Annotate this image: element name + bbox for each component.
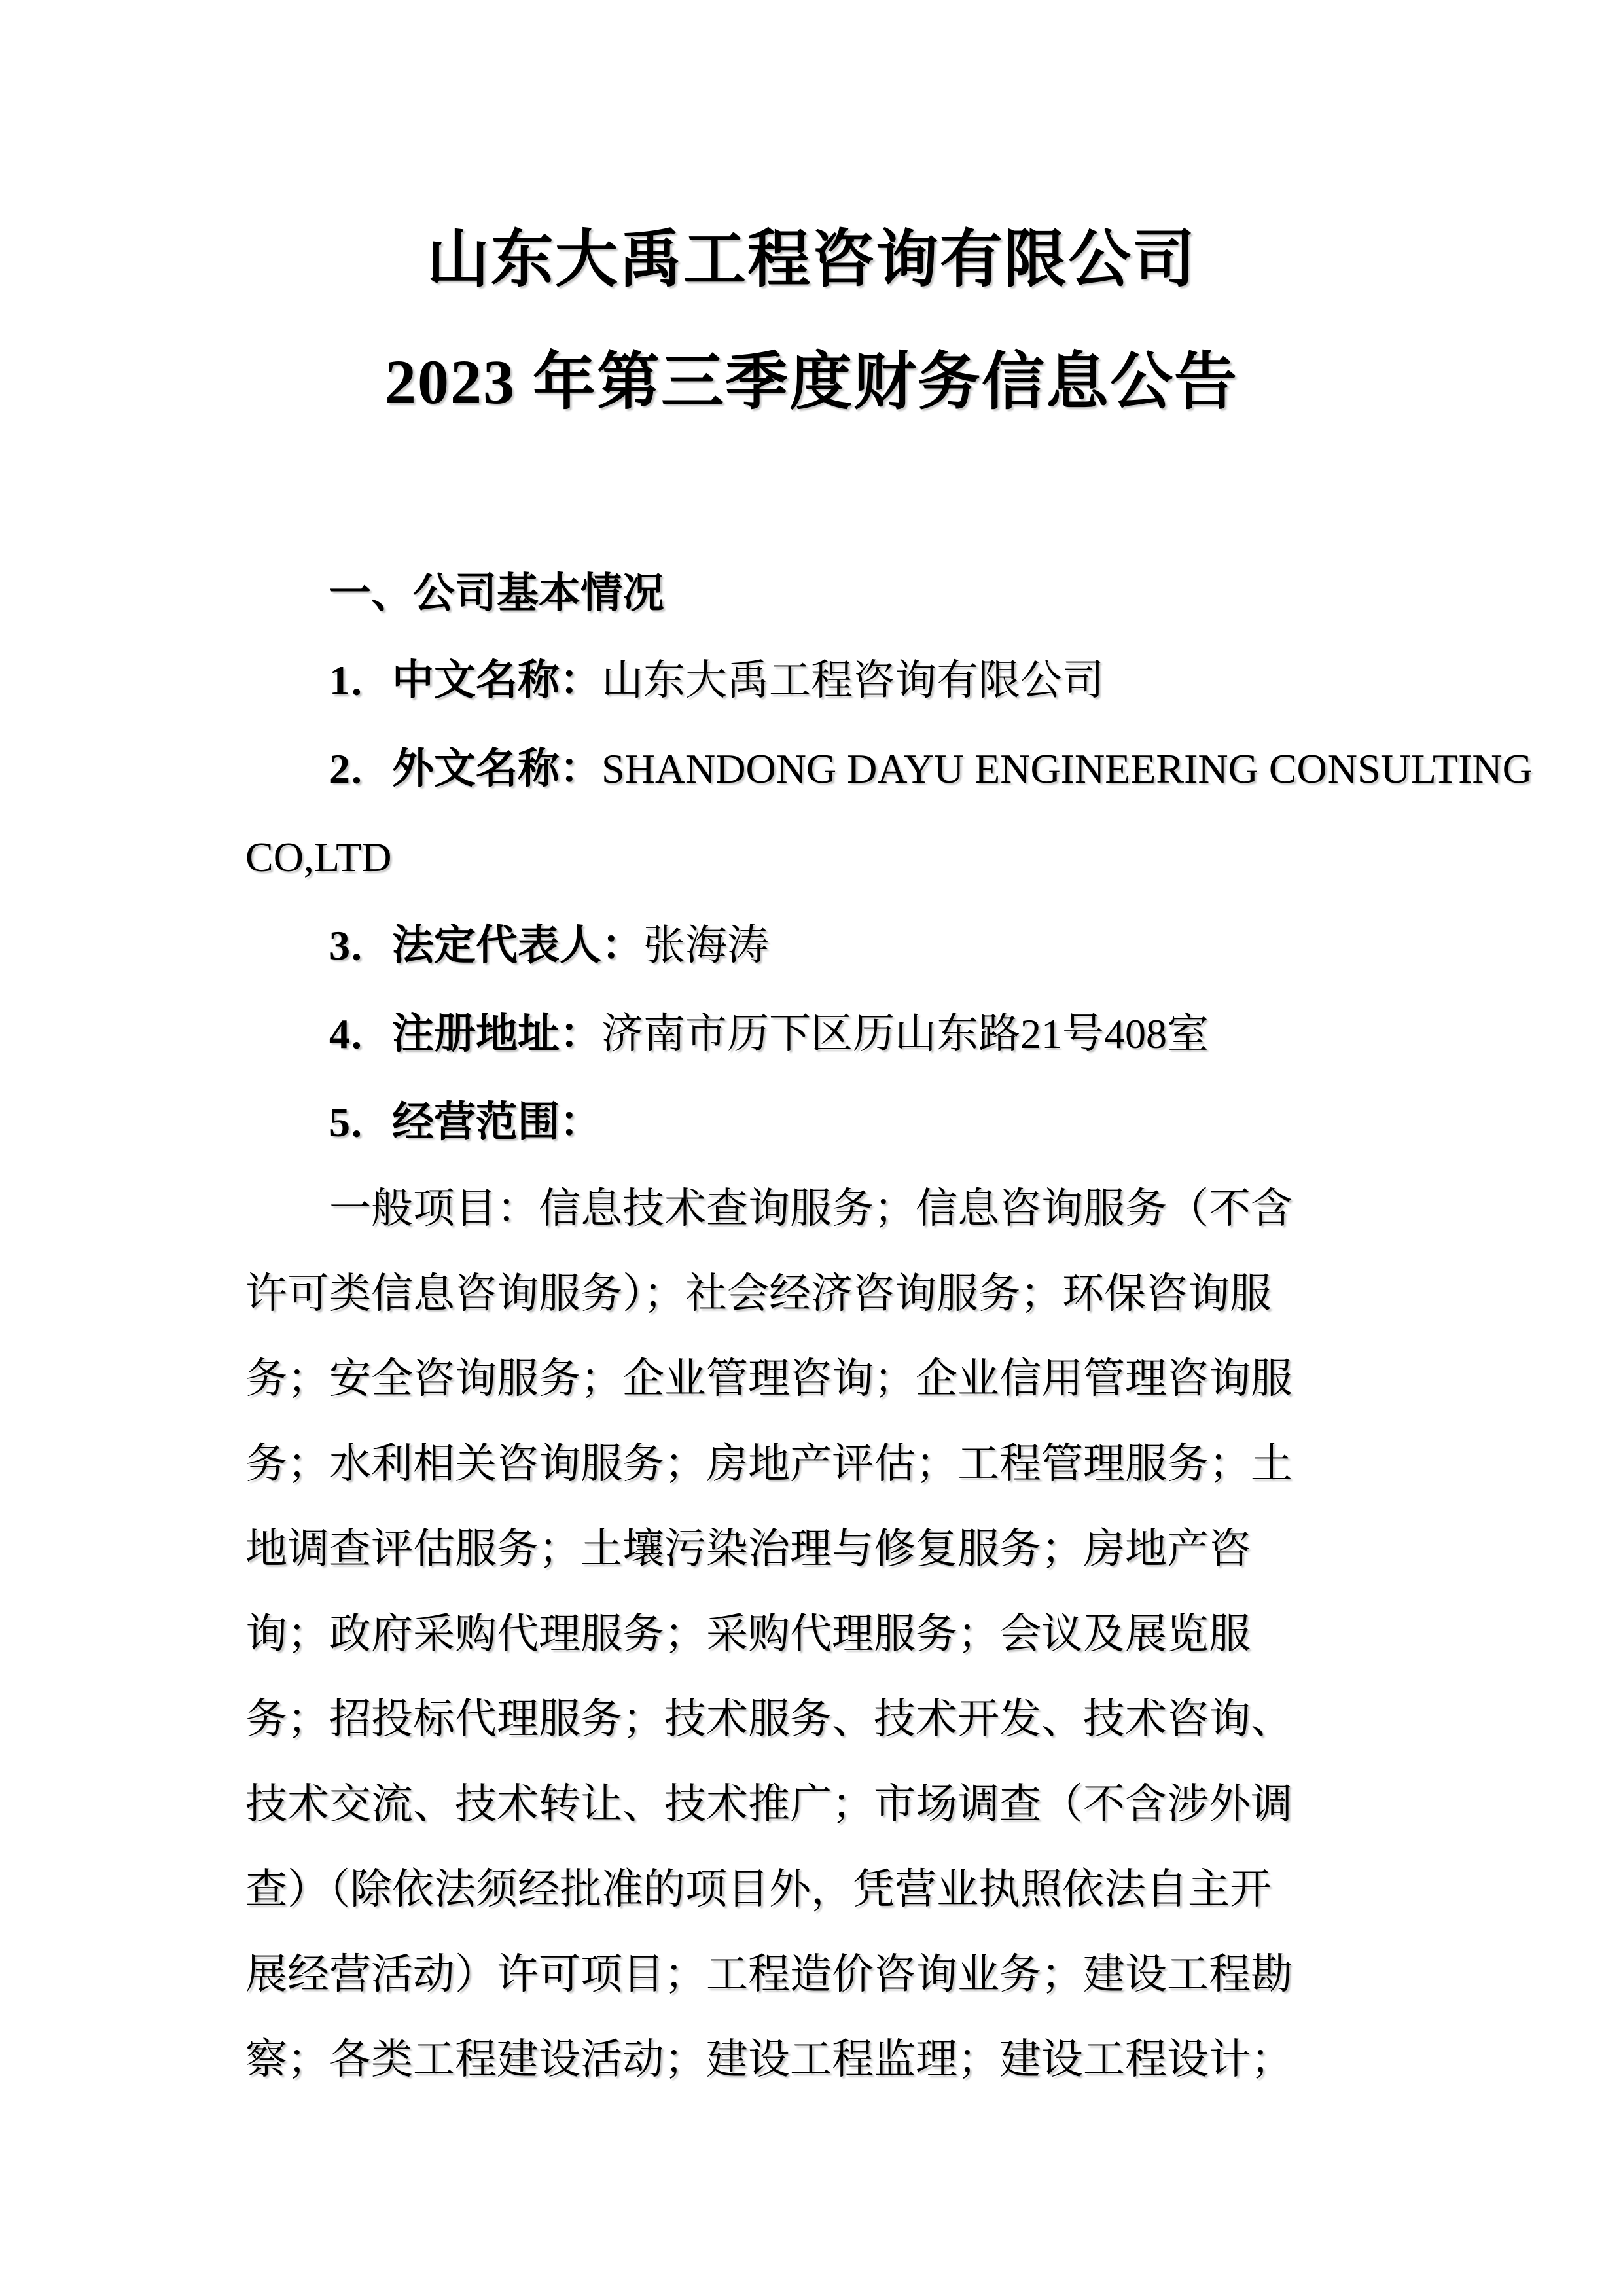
title-company-name: 山东大禹工程咨询有限公司 [427, 224, 1196, 295]
scope-line-6: 询；政府采购代理服务；采购代理服务；会议及展览服 [245, 1611, 1251, 1657]
item-business-scope-label: 5．经营范围： [329, 1099, 601, 1145]
item-business-scope [245, 1078, 1378, 1166]
item-foreign-name-value-line2: CO,LTD [245, 834, 392, 880]
item-legal-representative-value: 张海涛 [643, 922, 769, 969]
item-foreign-name-continuation [245, 813, 1378, 901]
scope-line-11: 察；各类工程建设活动；建设工程监理；建设工程设计； [245, 2036, 1293, 2083]
scope-line-8: 技术交流、技术转让、技术推广；市场调查（不含涉外调 [245, 1781, 1293, 1827]
scope-line-10: 展经营活动）许可项目；工程造价咨询业务；建设工程勘 [245, 1951, 1293, 1998]
item-chinese-name [245, 636, 1378, 725]
item-legal-representative [245, 901, 1378, 990]
scope-line-9: 查）（除依法须经批准的项目外，凭营业执照依法自主开 [245, 1866, 1272, 1912]
item-legal-representative-label: 3．法定代表人： [329, 922, 643, 969]
item-foreign-name [245, 725, 1533, 813]
section-heading-company-basics: 一、公司基本情况 [329, 570, 664, 617]
item-registered-address [245, 990, 1378, 1078]
scope-line-2: 许可类信息咨询服务）；社会经济咨询服务；环保咨询服 [245, 1270, 1272, 1317]
item-foreign-name-label: 2．外文名称： [329, 745, 601, 792]
company-info-list [245, 636, 1533, 1166]
scope-line-3: 务；安全咨询服务；企业管理咨询；企业信用管理咨询服 [245, 1355, 1293, 1402]
title-announcement-name: 2023 年第三季度财务信息公告 [385, 347, 1238, 417]
document-title [0, 198, 1623, 443]
item-chinese-name-value: 山东大禹工程咨询有限公司 [601, 657, 1104, 704]
scope-line-1: 一般项目：信息技术查询服务；信息咨询服务（不含 [329, 1185, 1293, 1232]
business-scope-paragraph [245, 1166, 1384, 2102]
item-registered-address-value: 济南市历下区历山东路21号408室 [601, 1011, 1209, 1057]
scope-line-7: 务；招投标代理服务；技术服务、技术开发、技术咨询、 [245, 1696, 1293, 1742]
item-registered-address-label: 4．注册地址： [329, 1011, 601, 1057]
item-chinese-name-label: 1．中文名称： [329, 657, 601, 704]
item-foreign-name-value: SHANDONG DAYU ENGINEERING CONSULTING [601, 745, 1533, 792]
scope-line-5: 地调查评估服务；土壤污染治理与修复服务；房地产咨 [245, 1526, 1251, 1572]
scope-line-4: 务；水利相关咨询服务；房地产评估；工程管理服务；土 [245, 1441, 1293, 1487]
